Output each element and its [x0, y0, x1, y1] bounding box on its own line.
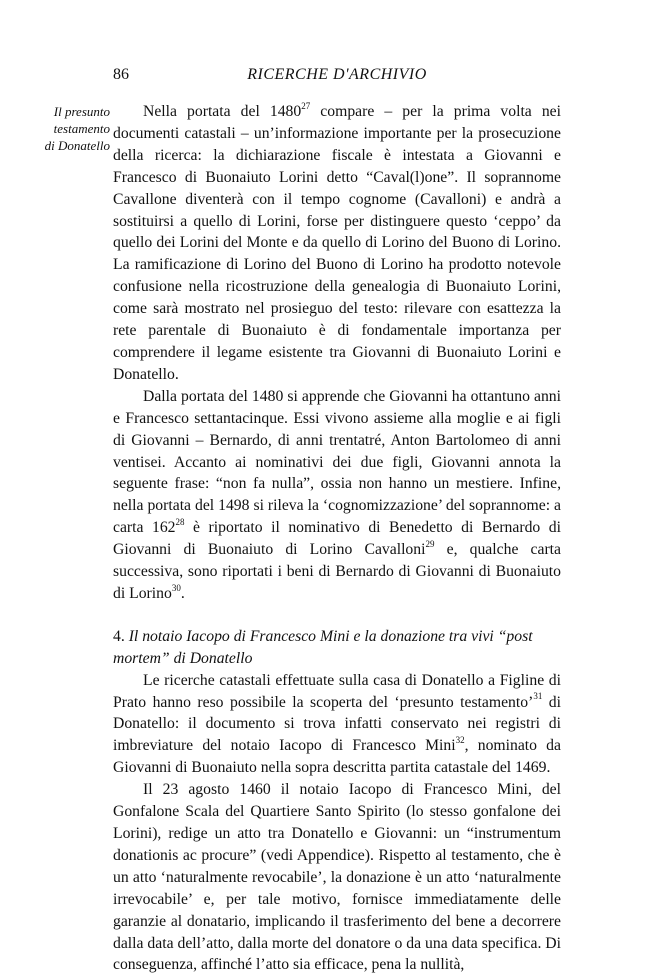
- footnote-ref[interactable]: 29: [425, 538, 435, 549]
- margin-note: [0, 103, 110, 154]
- footnote-ref[interactable]: 31: [533, 691, 543, 702]
- text-run: e, qualche carta successiva, sono riportati i beni di Bernardo di Giovanni di Buonaiuto di Lorino: [113, 541, 561, 602]
- section-number: 4.: [113, 627, 129, 645]
- footnote-ref[interactable]: 27: [301, 100, 311, 111]
- text-run: compare – per la prima volta nei documenti catastali – un’informazione importante per la prosecuzione della ricerca: la dichiarazione fiscale è intestata a Giovanni e Francesco di Buonaiuto Lorini detto “Caval(l)one”. Il soprannome Cavallone diventerà con il tempo cognome (Cavalloni) e andrà a sostituirsi a quello di Lorini, forse per distinguere questo ‘ceppo’ da quello dei Lorini del Monte e da quello di Lorino del Buono di Lorino. La ramificazione di Lorino del Buono di Lorino ha prodotto notevole confusione nella ricostruzione della genealogia di Buonaiuto Lorini, come sarà mostrato nel prosieguo del testo: rilevare con esattezza la rete parentale di Buonaiuto è di fondamentale importanza per comprendere il legame esistente tra Giovanni di Buonaiuto Lorini e Donatello.: [113, 103, 561, 383]
- text-run: , nominato da Giovanni di Buonaiuto nella sopra descritta partita catastale del 1469.: [113, 737, 561, 777]
- paragraph: [113, 101, 561, 386]
- section-title: Il notaio Iacopo di Francesco Mini e la donazione tra vivi “post mortem” di Donatello: [113, 627, 533, 667]
- body-text: [113, 101, 561, 976]
- footnote-ref[interactable]: 30: [171, 582, 181, 593]
- footnote-ref[interactable]: 32: [455, 735, 465, 746]
- section-heading: [113, 626, 561, 670]
- paragraph: [113, 670, 561, 780]
- paragraph: [113, 386, 561, 605]
- text-run: Le ricerche catastali effettuate sulla casa di Donatello a Figline di Prato hanno reso possibile la scoperta del ‘presunto testamento’: [113, 671, 561, 711]
- text-run: Dalla portata del 1480 si apprende che Giovanni ha ottantuno anni e Francesco settantacinque. Essi vivono assieme alla moglie e ai figli di Giovanni – Bernardo, di anni trentatré, Anton Bartolomeo di anni ventisei. Accanto ai nominativi dei due figli, Giovanni annota la seguente frase: “non fa nulla”, ossia non hanno un mestiere. Infine, nella portata del 1498 si rileva la ‘cognomizzazione’ del soprannome: a carta 162: [113, 387, 561, 537]
- margin-note-line: di Donatello: [44, 138, 110, 153]
- text-run: .: [180, 584, 185, 602]
- running-head: RICERCHE D'ARCHIVIO: [247, 66, 427, 83]
- text-run: di Donatello: il documento si trova infatti conservato nei registri di imbreviature del notaio Iacopo di Francesco Mini: [113, 693, 562, 755]
- text-run: è riportato il nominativo di Benedetto di Bernardo di Giovanni di Buonaiuto di Lorino Cavalloni: [113, 519, 561, 559]
- paragraph: [113, 779, 561, 976]
- text-run: Il 23 agosto 1460 il notaio Iacopo di Francesco Mini, del Gonfalone Scala del Quartiere Santo Spirito (lo stesso gonfalone dei Lorini), redige un atto tra Donatello e Giovanni: un “instrumentum donationis ac procure” (vedi Appendice). Rispetto al testamento, che è un atto ‘naturalmente revocabile’, la donazione è un atto ‘naturalmente irrevocabile’ e, per tale motivo, fornisce immediatamente delle garanzie al donatario, implicando il trasferimento del bene a decorrere dalla data dell’atto, dalla morte del donatore o da una data specifica. Di conseguenza, affinché l’atto sia efficace, pena la nullità,: [113, 781, 561, 974]
- margin-note-line: testamento: [53, 121, 110, 136]
- page-number: 86: [113, 66, 129, 83]
- margin-note-line: Il presunto: [53, 104, 110, 119]
- text-run: Nella portata del 1480: [143, 103, 302, 120]
- footnote-ref[interactable]: 28: [175, 516, 185, 527]
